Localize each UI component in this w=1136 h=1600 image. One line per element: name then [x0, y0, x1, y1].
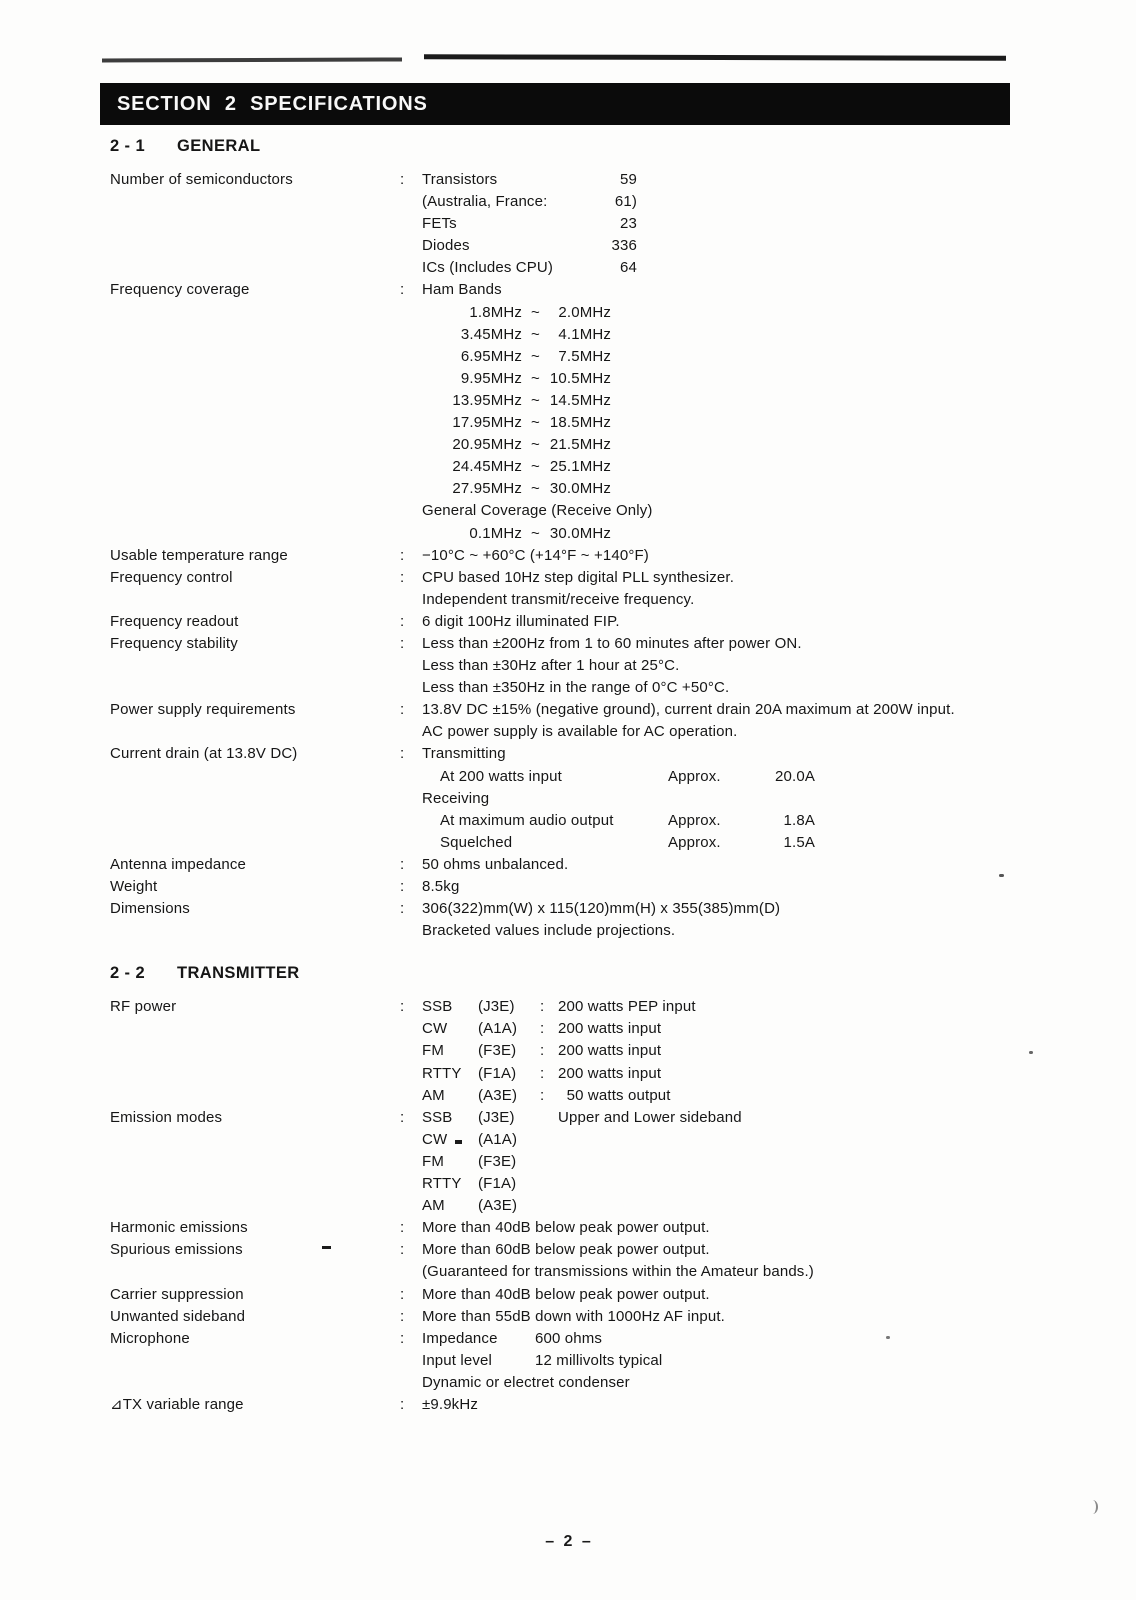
approx-word: Approx.: [668, 833, 721, 851]
spec-label: Unwanted sideband: [110, 1307, 246, 1325]
spec-line: Less than ±30Hz after 1 hour at 25°C.: [422, 657, 680, 675]
spec-label: ⊿TX variable range: [110, 1395, 244, 1413]
section-title: GENERAL: [176, 137, 261, 155]
range-from: 27.95MHz: [452, 480, 522, 498]
mode-text: 50 watts output: [558, 1086, 671, 1104]
spec-colon: :: [400, 1285, 405, 1303]
spec-row: [110, 279, 1116, 544]
scan-artifact: [1092, 1500, 1098, 1514]
spec-label: Frequency control: [110, 568, 233, 586]
mode-name: RTTY: [422, 1064, 462, 1082]
spec-colon: :: [400, 855, 405, 873]
spec-colon: :: [400, 568, 405, 586]
mode-colon: :: [540, 1020, 545, 1038]
range-from: 17.95MHz: [452, 414, 522, 432]
spec-colon: :: [400, 1108, 405, 1126]
range-from: 13.95MHz: [452, 391, 522, 409]
mode-text: 200 watts PEP input: [558, 998, 696, 1016]
spec-label: Power supply requirements: [110, 701, 296, 719]
spec-values: [422, 876, 1116, 898]
spec-values: [422, 1284, 1116, 1306]
spec-label: Spurious emissions: [110, 1241, 243, 1259]
mode-colon: :: [540, 998, 545, 1016]
spec-line: [422, 346, 1116, 368]
spec-line: Less than ±200Hz from 1 to 60 minutes after power ON.: [422, 634, 802, 652]
mode-designator: (A3E): [478, 1197, 518, 1215]
spec-colon: :: [400, 745, 405, 763]
tilde-separator: ~: [531, 391, 540, 409]
approx-value: 20.0A: [775, 767, 815, 785]
spec-label: RF power: [110, 998, 177, 1016]
item-name: Diodes: [422, 237, 470, 255]
spec-row: [110, 1328, 1116, 1394]
range-from: 1.8MHz: [469, 303, 522, 321]
spec-line: [422, 478, 1116, 500]
range-from: 0.1MHz: [469, 524, 522, 542]
spec-line: [422, 169, 1116, 191]
spec-row: [110, 169, 1116, 279]
spec-colon: :: [400, 1241, 405, 1259]
spec-line: Bracketed values include projections.: [422, 922, 676, 940]
spec-line: More than 40dB below peak power output.: [422, 1219, 710, 1237]
section-header-title: SECTION 2 SPECIFICATIONS: [117, 92, 428, 115]
mode-designator: (F1A): [478, 1175, 517, 1193]
mode-text: 200 watts input: [558, 1042, 662, 1060]
spec-row: [110, 1217, 1116, 1239]
spec-line: 50 ohms unbalanced.: [422, 855, 569, 873]
approx-word: Approx.: [668, 767, 721, 785]
spec-line: [422, 412, 1116, 434]
spec-line: More than 60dB below peak power output.: [422, 1241, 710, 1259]
mode-colon: :: [540, 1042, 545, 1060]
mode-name: AM: [422, 1197, 445, 1215]
scan-artifact: [999, 874, 1004, 877]
spec-row: [110, 611, 1116, 633]
spec-row: [110, 633, 1116, 699]
range-to: 25.1MHz: [549, 458, 611, 476]
spec-line: [422, 191, 1116, 213]
section-number: 2 - 1: [110, 137, 146, 155]
mode-designator: (A1A): [478, 1130, 518, 1148]
spec-colon: :: [400, 634, 405, 652]
scan-artifact: [455, 1140, 462, 1144]
range-to: 7.5MHz: [558, 347, 611, 365]
tilde-separator: ~: [531, 458, 540, 476]
spec-values: [422, 1107, 1116, 1217]
range-to: 14.5MHz: [549, 391, 611, 409]
spec-label: Antenna impedance: [110, 855, 246, 873]
section-header-bar: [100, 83, 1010, 125]
spec-line: General Coverage (Receive Only): [422, 502, 653, 520]
spec-colon: :: [400, 900, 405, 918]
scan-artifact: [1029, 1051, 1033, 1054]
spec-line: [422, 996, 1116, 1018]
spec-row: [110, 743, 1116, 853]
spec-line: [422, 523, 1116, 545]
spec-values: [422, 1328, 1116, 1394]
spec-line: [422, 1350, 1116, 1372]
condition-name: At maximum audio output: [440, 811, 614, 829]
spec-colon: :: [400, 701, 405, 719]
spec-line: [422, 1151, 1116, 1173]
section-heading-transmitter: [110, 964, 1116, 983]
spec-row: [110, 699, 1116, 743]
tilde-separator: ~: [531, 480, 540, 498]
spec-line: 6 digit 100Hz illuminated FIP.: [422, 612, 620, 630]
mode-name: CW: [422, 1130, 448, 1148]
range-to: 4.1MHz: [558, 325, 611, 343]
spec-values: [422, 743, 1116, 853]
spec-row: [110, 854, 1116, 876]
spec-values: [422, 1306, 1116, 1328]
spec-label: Current drain (at 13.8V DC): [110, 745, 298, 763]
range-from: 20.95MHz: [452, 436, 522, 454]
spec-line: [422, 1018, 1116, 1040]
spec-row: [110, 898, 1116, 942]
spec-line: [422, 1063, 1116, 1085]
tilde-separator: ~: [531, 369, 540, 387]
item-value: 59: [620, 171, 637, 188]
spec-line: [422, 1129, 1116, 1151]
range-from: 6.95MHz: [460, 347, 522, 365]
spec-line: Independent transmit/receive frequency.: [422, 590, 695, 608]
spec-label: Frequency coverage: [110, 281, 250, 299]
spec-values: [422, 611, 1116, 633]
spec-label: Emission modes: [110, 1108, 223, 1126]
spec-line: [422, 766, 1116, 788]
spec-label: Microphone: [110, 1329, 190, 1347]
mode-designator: (F3E): [478, 1152, 517, 1170]
approx-value: 1.8A: [783, 811, 815, 829]
mode-name: CW: [422, 1020, 448, 1038]
range-to: 30.0MHz: [549, 480, 611, 498]
mode-designator: (A1A): [478, 1020, 518, 1038]
mode-designator: (J3E): [478, 998, 515, 1016]
section-transmitter: [110, 964, 1116, 1416]
item-name: FETs: [422, 215, 457, 233]
spec-values: [422, 996, 1116, 1106]
mode-name: FM: [422, 1152, 444, 1170]
range-to: 2.0MHz: [558, 303, 611, 321]
spec-line: [422, 810, 1116, 832]
spec-values: [422, 279, 1116, 544]
section-heading-general: [110, 137, 1116, 156]
spec-line: [422, 324, 1116, 346]
spec-line: Transmitting: [422, 745, 506, 763]
mode-designator: (J3E): [478, 1108, 515, 1126]
section-general: [110, 137, 1116, 942]
range-from: 3.45MHz: [460, 325, 522, 343]
spec-row: [110, 1107, 1116, 1217]
mode-name: RTTY: [422, 1175, 462, 1193]
tilde-separator: ~: [531, 347, 540, 365]
spec-line: [422, 368, 1116, 390]
spec-row: [110, 1239, 1116, 1283]
tilde-separator: ~: [531, 436, 540, 454]
spec-line: Ham Bands: [422, 281, 502, 299]
spec-values: [422, 633, 1116, 699]
spec-line: AC power supply is available for AC operation.: [422, 723, 738, 741]
spec-label: Frequency readout: [110, 612, 239, 630]
spec-colon: :: [400, 1395, 405, 1413]
spec-values: [422, 169, 1116, 279]
spec-line: Dynamic or electret condenser: [422, 1373, 630, 1391]
item-name: (Australia, France:: [422, 193, 548, 211]
spec-line: [422, 1195, 1116, 1217]
spec-label: Carrier suppression: [110, 1285, 244, 1303]
spec-row: [110, 1284, 1116, 1306]
spec-values: [422, 545, 1116, 567]
spec-row: [110, 1394, 1116, 1416]
spec-line: 13.8V DC ±15% (negative ground), current drain 20A maximum at 200W input.: [422, 701, 955, 719]
spec-label: Weight: [110, 878, 158, 895]
item-value: 23: [620, 215, 637, 233]
item-name: Transistors: [422, 171, 498, 188]
spec-colon: :: [400, 1307, 405, 1325]
property-value: 600 ohms: [535, 1329, 603, 1347]
spec-line: [422, 390, 1116, 412]
mode-designator: (F3E): [478, 1042, 517, 1060]
spec-line: [422, 456, 1116, 478]
spec-line: [422, 1040, 1116, 1062]
mode-name: SSB: [422, 998, 453, 1016]
spec-colon: :: [400, 612, 405, 630]
spec-row: [110, 567, 1116, 611]
mode-name: FM: [422, 1042, 444, 1060]
spec-label: Frequency stability: [110, 634, 238, 652]
spec-line: CPU based 10Hz step digital PLL synthesizer.: [422, 568, 735, 586]
spec-row: [110, 545, 1116, 567]
spec-values: [422, 1394, 1116, 1416]
condition-name: Squelched: [440, 833, 513, 851]
spec-label: Dimensions: [110, 900, 190, 918]
mode-name: SSB: [422, 1108, 453, 1126]
spec-colon: :: [400, 281, 405, 299]
scan-artifact: [886, 1336, 890, 1339]
spec-line: [422, 1107, 1116, 1129]
item-value: 61): [614, 193, 637, 211]
range-from: 9.95MHz: [460, 369, 522, 387]
scan-artifact: [424, 54, 1006, 61]
page-number: – 2 –: [545, 1533, 591, 1550]
tilde-separator: ~: [531, 325, 540, 343]
mode-colon: :: [540, 1086, 545, 1104]
approx-value: 1.5A: [783, 833, 815, 851]
spec-line: [422, 257, 1116, 279]
tilde-separator: ~: [531, 414, 540, 432]
spec-values: [422, 1239, 1116, 1283]
range-to: 18.5MHz: [549, 414, 611, 432]
spec-line: [422, 235, 1116, 257]
spec-colon: :: [400, 1329, 405, 1347]
spec-line: [422, 1328, 1116, 1350]
tilde-separator: ~: [531, 524, 540, 542]
page-footer: [0, 1533, 1136, 1551]
item-name: ICs (Includes CPU): [422, 259, 554, 277]
spec-line: ±9.9kHz: [422, 1395, 478, 1413]
spec-colon: :: [400, 546, 405, 564]
approx-word: Approx.: [668, 811, 721, 829]
property-value: 12 millivolts typical: [535, 1351, 663, 1369]
spec-rows-transmitter: [110, 996, 1116, 1416]
scan-artifact: [322, 1246, 331, 1249]
spec-line: −10°C ~ +60°C (+14°F ~ +140°F): [422, 546, 649, 564]
spec-label: Number of semiconductors: [110, 171, 293, 188]
condition-name: At 200 watts input: [440, 767, 562, 785]
spec-line: [422, 213, 1116, 235]
spec-row: [110, 996, 1116, 1106]
spec-row: [110, 876, 1116, 898]
mode-text: Upper and Lower sideband: [558, 1108, 742, 1126]
spec-row: [110, 1306, 1116, 1328]
mode-colon: :: [540, 1064, 545, 1082]
range-to: 10.5MHz: [549, 369, 611, 387]
spec-line: [422, 1173, 1116, 1195]
spec-values: [422, 898, 1116, 942]
spec-colon: :: [400, 171, 405, 188]
mode-designator: (A3E): [478, 1086, 518, 1104]
spec-colon: :: [400, 998, 405, 1016]
range-to: 21.5MHz: [549, 436, 611, 454]
mode-text: 200 watts input: [558, 1020, 662, 1038]
spec-line: [422, 1085, 1116, 1107]
spec-line: Receiving: [422, 789, 490, 807]
spec-line: 306(322)mm(W) x 115(120)mm(H) x 355(385)mm(D): [422, 900, 781, 918]
mode-name: AM: [422, 1086, 445, 1104]
spec-line: [422, 832, 1116, 854]
tilde-separator: ~: [531, 303, 540, 321]
property-name: Impedance: [422, 1329, 498, 1347]
range-from: 24.45MHz: [452, 458, 522, 476]
spec-line: More than 40dB below peak power output.: [422, 1285, 710, 1303]
mode-text: 200 watts input: [558, 1064, 662, 1082]
scan-artifact: [102, 57, 402, 62]
item-value: 336: [611, 237, 637, 255]
spec-line: 8.5kg: [422, 878, 460, 895]
spec-rows-general: [110, 169, 1116, 942]
section-title: TRANSMITTER: [176, 964, 300, 983]
spec-values: [422, 854, 1116, 876]
spec-line: [422, 434, 1116, 456]
spec-line: More than 55dB down with 1000Hz AF input.: [422, 1307, 725, 1325]
range-to: 30.0MHz: [549, 524, 611, 542]
spec-values: [422, 699, 1116, 743]
spec-values: [422, 567, 1116, 611]
spec-colon: :: [400, 878, 405, 895]
property-name: Input level: [422, 1351, 493, 1369]
spec-label: Harmonic emissions: [110, 1219, 248, 1237]
item-value: 64: [620, 259, 637, 277]
spec-line: [422, 302, 1116, 324]
spec-colon: :: [400, 1219, 405, 1237]
spec-line: Less than ±350Hz in the range of 0°C +50°C.: [422, 679, 730, 697]
spec-label: Usable temperature range: [110, 546, 288, 564]
mode-designator: (F1A): [478, 1064, 517, 1082]
spec-values: [422, 1217, 1116, 1239]
spec-line: (Guaranteed for transmissions within the Amateur bands.): [422, 1263, 814, 1281]
section-number: 2 - 2: [110, 964, 146, 983]
